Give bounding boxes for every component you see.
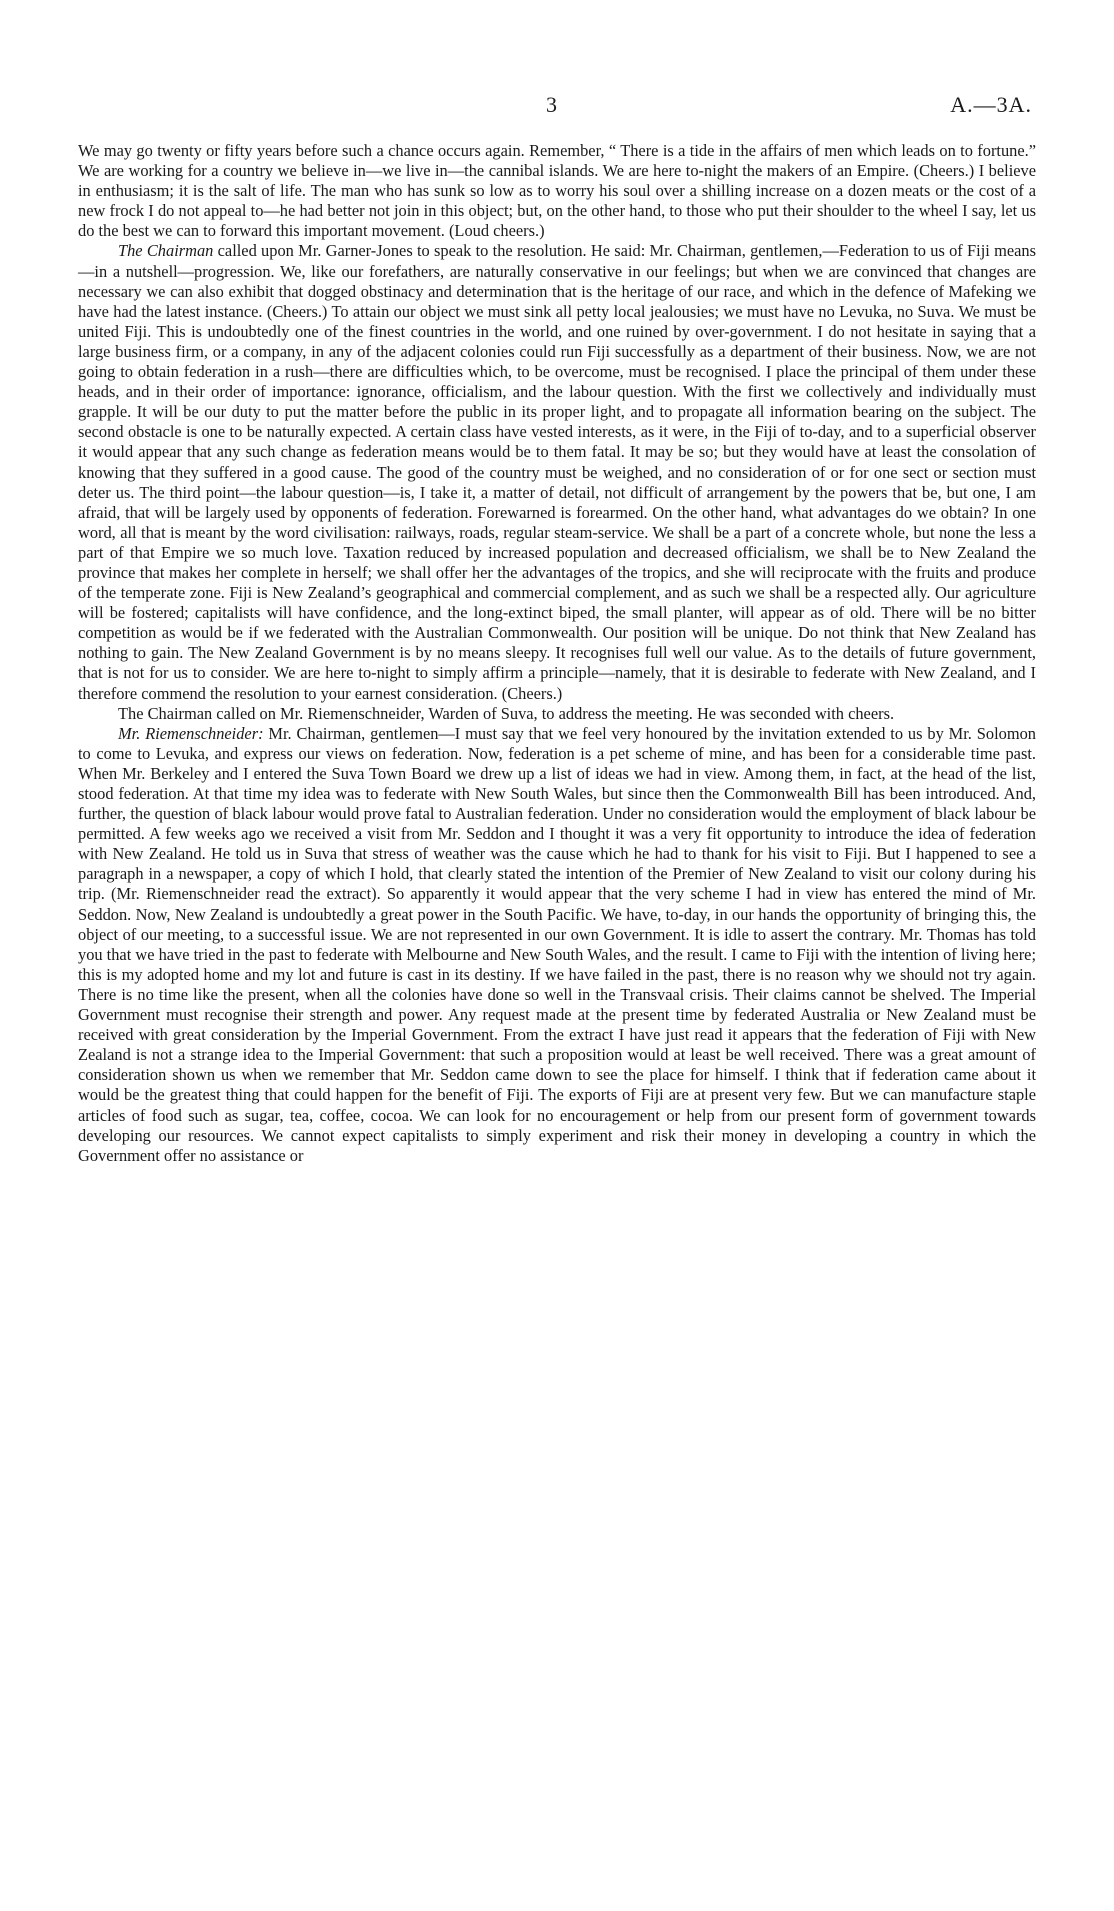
paragraph-text: We may go twenty or fifty years before such a chance occurs again. Remember, “ There is a tide in the affairs of men which leads on to fortune.” We are working for a country we believe in—we live in—the cannibal islands. We are here to-night the makers of an Empire. (Cheers.) I believe in enthusiasm; it is the salt of life. The man who has sunk so low as to worry his soul over a shilling increase on a dozen meats or the cost of a new frock I do not appeal to—he had better not join in this object; but, on the other hand, to those who put their shoulder to the wheel I say, let us do the best we can to forward this important movement. (Loud cheers.)	[78, 141, 1036, 241]
speaker-name: The Chairman	[118, 241, 214, 261]
paragraph-text: Mr. Chairman, gentlemen—I must say that we feel very honoured by the invitation extended to us by Mr. Solomon to come to Levuka, and express our views on federation. Now, federation is a pet scheme of mine, and has been for a considerable time past. When Mr. Berkeley and I entered the Suva Town Board we drew up a list of ideas we had in view. Among them, in fact, at the head of the list, stood federation. At that time my idea was to federate with New South Wales, but since then the Commonwealth Bill has been introduced. And, further, the question of black labour would prove fatal to Australian federation. Under no consideration would the employment of black labour be permitted. A few weeks ago we received a visit from Mr. Seddon and I thought it was a very fit opportunity to introduce the idea of federation with New Zealand. He told us in Suva that stress of weather was the cause which he had to thank for his visit to Fiji. But I happened to see a paragraph in a newspaper, a copy of which I hold, that clearly stated the intention of the Premier of New Zealand to visit our colony during his trip. (Mr. Riemenschneider read the extract). So apparently it would appear that the very scheme I had in view has entered the mind of Mr. Seddon. Now, New Zealand is undoubtedly a great power in the South Pacific. We have, to-day, in our hands the opportunity of bringing this, the object of our meeting, to a successful issue. We are not represented in our own Government. It is idle to assert the contrary. Mr. Thomas has told you that we have tried in the past to federate with Melbourne and New South Wales, and the result. I came to Fiji with the intention of living here; this is my adopted home and my lot and future is cast in its destiny. If we have failed in the past, there is no reason why we should not try again. There is no time like the present, when all the colonies have done so well in the Transvaal crisis. Their claims cannot be shelved. The Imperial Government must recognise their strength and power. Any request made at the present time by federated Australia or New Zealand must be received with great consideration by the Imperial Government. From the extract I have just read it appears that the federation of Fiji with New Zealand is not a strange idea to the Imperial Government: that such a proposition would at least be well received. There was a great amount of consideration shown us when we remember that Mr. Seddon came down to see the place for himself. I think that if federation came about it would be the greatest thing that could happen for the benefit of Fiji. The exports of Fiji are at present very few. But we can manufacture staple articles of food such as sugar, tea, coffee, cocoa. We can look for no encouragement or help from our present form of government towards developing our resources. We cannot expect capitalists to simply experiment and risk their money in developing a country in which the Government offer no assistance or	[78, 723, 1036, 1165]
paragraph	[78, 141, 1036, 241]
document-reference: A.—3A.	[950, 92, 1032, 117]
speaker-name: Mr. Riemenschneider:	[118, 723, 264, 743]
paragraph	[78, 241, 1036, 703]
page-header	[0, 92, 1114, 122]
paragraph-text: called upon Mr. Garner-Jones to speak to the resolution. He said: Mr. Chairman, gentlemen,—Federation to us of Fiji means—in a nutshell—progression. We, like our forefathers, are naturally conservative in our feelings; but when we are convinced that changes are necessary we can also exhibit that dogged obstinacy and determination that is the heritage of our race, and which in the defence of Mafeking we have had the latest instance. (Cheers.) To attain our object we must sink all petty local jealousies; we must have no Levuka, no Suva. We must be united Fiji. This is undoubtedly one of the finest countries in the world, and one ruined by over-government. I do not hesitate in saying that a large business firm, or a company, in any of the adjacent colonies could run Fiji successfully as a department of their business. Now, we are not going to obtain federation in a rush—there are difficulties which, to be overcome, must be recognised. I place the principal of them under these heads, and in their order of importance: ignorance, officialism, and the labour question. With the first we collectively and individually must grapple. It will be our duty to put the matter before the public in its proper light, and to propagate all information bearing on the subject. The second obstacle is one to be naturally expected. A certain class have vested interests, as it were, in the Fiji of to-day, and to a superficial observer it would appear that any such change as federation means would be to them fatal. It may be so; but they would have at least the consolation of knowing that they suffered in a good cause. The good of the country must be weighed, and no consideration of or for one sect or section must deter us. The third point—the labour question—is, I take it, a matter of detail, not difficult of arrangement by the powers that be, but one, I am afraid, that will be largely used by opponents of federation. Forewarned is forearmed. On the other hand, what advantages do we obtain? In one word, all that is meant by the word civilisation: railways, roads, regular steam-service. We shall be a part of a concrete whole, but none the less a part of that Empire we so much love. Taxation reduced by increased population and decreased officialism, we shall be to New Zealand the province that makes her complete in herself; we shall offer her the advantages of the tropics, and she will reciprocate with the fruits and produce of the temperate zone. Fiji is New Zealand’s geographical and commercial complement, and as such we shall be a respected ally. Our agriculture will be fostered; capitalists will have confidence, and the long-extinct biped, the small planter, will appear as of old. There will be no bitter competition as would be if we federated with the Australian Commonwealth. Our position will be unique. Do not think that New Zealand has nothing to gain. The New Zealand Government is by no means sleepy. It recognises full well our value. As to the details of future government, that is not for us to consider. We are here to-night to simply affirm a principle—namely, that it is desirable to federate with New Zealand, and I therefore commend the resolution to your earnest consideration. (Cheers.)	[78, 241, 1036, 703]
paragraph	[78, 724, 1036, 1166]
paragraph	[78, 704, 1036, 724]
paragraph-text: The Chairman called on Mr. Riemenschneider, Warden of Suva, to address the meeting. He was seconded with cheers.	[118, 703, 895, 723]
body-text	[78, 141, 1036, 1166]
page-number: 3	[546, 92, 557, 117]
